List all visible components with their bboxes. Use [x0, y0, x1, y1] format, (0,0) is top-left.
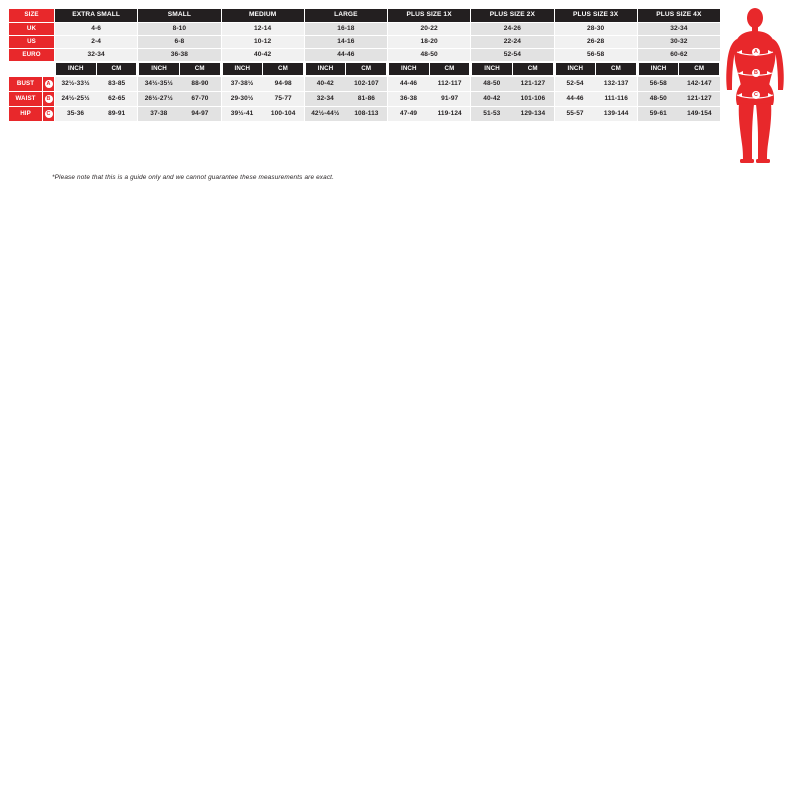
region-value: 20-22	[388, 23, 471, 36]
header-cell-size: SIZE	[9, 9, 55, 23]
region-value: 52-54	[471, 49, 554, 62]
unit-header-row	[9, 62, 721, 77]
region-row	[9, 23, 721, 36]
measurement-label: WAIST	[9, 92, 43, 107]
measurement-cell: 24½-25½ 62-65	[55, 92, 138, 107]
measurement-cell: 32-34 81-86	[304, 92, 387, 107]
unit-pair: INCH CM	[637, 62, 720, 77]
region-value: 24-26	[471, 23, 554, 36]
unit-pair: INCH CM	[388, 62, 471, 77]
measurement-row	[9, 107, 721, 122]
region-label: UK	[9, 23, 55, 36]
measurement-badge: B	[43, 92, 55, 107]
measurement-badge: C	[43, 107, 55, 122]
region-row	[9, 49, 721, 62]
measurement-cell: 47-49 119-124	[388, 107, 471, 122]
header-cell-1: SMALL	[138, 9, 221, 23]
region-value: 40-42	[221, 49, 304, 62]
measurement-cell: 37-38 94-97	[138, 107, 221, 122]
region-value: 60-62	[637, 49, 720, 62]
header-cell-2: MEDIUM	[221, 9, 304, 23]
region-value: 26-28	[554, 36, 637, 49]
unit-pair: INCH CM	[221, 62, 304, 77]
region-value: 16-18	[304, 23, 387, 36]
measurement-cell: 51-53 129-134	[471, 107, 554, 122]
measurement-cell: 44-46 112-117	[388, 77, 471, 92]
measurement-cell: 48-50 121-127	[637, 92, 720, 107]
measurement-cell: 52-54 132-137	[554, 77, 637, 92]
header-cell-4: PLUS SIZE 1X	[388, 9, 471, 23]
unit-pair: INCH CM	[138, 62, 221, 77]
measurement-cell: 59-61 149-154	[637, 107, 720, 122]
region-value: 36-38	[138, 49, 221, 62]
region-value: 4-6	[55, 23, 138, 36]
measurement-label: BUST	[9, 77, 43, 92]
figure-marker-c: C	[752, 91, 760, 99]
measurement-cell: 34½-35½ 88-90	[138, 77, 221, 92]
size-chart-container	[8, 8, 720, 122]
measurement-cell: 29-30½ 75-77	[221, 92, 304, 107]
region-value: 18-20	[388, 36, 471, 49]
measurement-cell: 32½-33½ 83-85	[55, 77, 138, 92]
measurement-row	[9, 77, 721, 92]
unit-pair: INCH CM	[471, 62, 554, 77]
unit-pair: INCH CM	[304, 62, 387, 77]
region-label: US	[9, 36, 55, 49]
measurement-cell: 40-42 102-107	[304, 77, 387, 92]
measurement-cell: 44-46 111-116	[554, 92, 637, 107]
region-value: 8-10	[138, 23, 221, 36]
measurement-cell: 56-58 142-147	[637, 77, 720, 92]
measurement-cell: 55-57 139-144	[554, 107, 637, 122]
table-header-row	[9, 9, 721, 23]
region-value: 22-24	[471, 36, 554, 49]
body-figure	[712, 6, 798, 166]
region-value: 10-12	[221, 36, 304, 49]
measurement-cell: 26½-27½ 67-70	[138, 92, 221, 107]
header-cell-6: PLUS SIZE 3X	[554, 9, 637, 23]
header-cell-5: PLUS SIZE 2X	[471, 9, 554, 23]
measurement-cell: 40-42 101-106	[471, 92, 554, 107]
region-value: 32-34	[637, 23, 720, 36]
measurement-cell: 36-38 91-97	[388, 92, 471, 107]
measurement-cell: 35-36 89-91	[55, 107, 138, 122]
measurement-cell: 42½-44½ 108-113	[304, 107, 387, 122]
figure-marker-b: B	[752, 69, 760, 77]
header-cell-3: LARGE	[304, 9, 387, 23]
disclaimer-note: *Please note that this is a guide only and we cannot guarantee these measurements are exact.	[52, 174, 335, 181]
header-cell-0: EXTRA SMALL	[55, 9, 138, 23]
region-value: 6-8	[138, 36, 221, 49]
measurement-cell: 48-50 121-127	[471, 77, 554, 92]
region-value: 30-32	[637, 36, 720, 49]
measurement-badge: A	[43, 77, 55, 92]
header-cell-7: PLUS SIZE 4X	[637, 9, 720, 23]
female-silhouette-icon	[712, 6, 798, 166]
region-row	[9, 36, 721, 49]
figure-marker-a: A	[752, 48, 760, 56]
region-label: EURO	[9, 49, 55, 62]
region-value: 56-58	[554, 49, 637, 62]
measurement-cell: 39½-41 100-104	[221, 107, 304, 122]
region-value: 44-46	[304, 49, 387, 62]
region-value: 48-50	[388, 49, 471, 62]
unit-pair: INCH CM	[55, 62, 138, 77]
measurement-label: HIP	[9, 107, 43, 122]
measurement-row	[9, 92, 721, 107]
region-value: 12-14	[221, 23, 304, 36]
region-value: 32-34	[55, 49, 138, 62]
measurement-cell: 37-38½ 94-98	[221, 77, 304, 92]
unit-corner	[9, 62, 55, 77]
region-value: 14-16	[304, 36, 387, 49]
unit-pair: INCH CM	[554, 62, 637, 77]
size-chart-table	[8, 8, 721, 122]
region-value: 2-4	[55, 36, 138, 49]
region-value: 28-30	[554, 23, 637, 36]
